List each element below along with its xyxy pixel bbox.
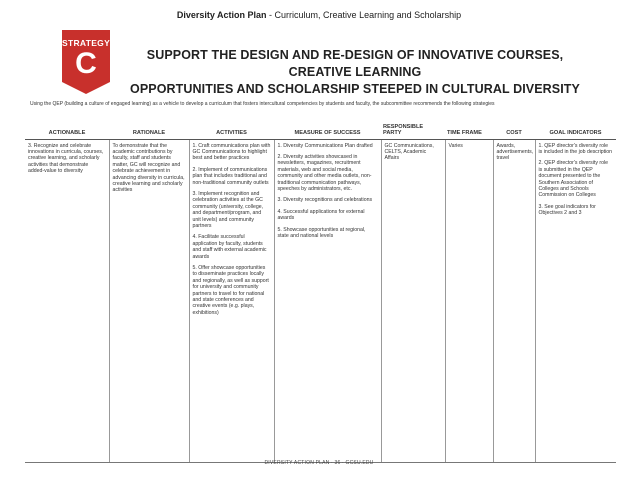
goal-item: 1. QEP director's diversity role is included in the job description (538, 142, 613, 155)
col-header-party: RESPONSIBLE PARTY (381, 122, 445, 139)
action-table (25, 122, 616, 463)
cell-goal (535, 139, 616, 462)
cell-rationale: To demonstrate that the academic contributions by faculty, staff and students matter, GC will recognize and celebrate achievement in advancing diversity in curricula, creative learning and scholarly activities (109, 139, 189, 462)
table-header-row (25, 122, 616, 139)
measure-item: 1. Diversity Communications Plan drafted (277, 142, 373, 149)
badge-word: STRATEGY (62, 38, 111, 48)
measure-item: 2. Diversity activities showcased in newsletters, magazines, recruitment materials, web and social media, community and other media outlets, non-traditional communication pathways, speeches by administrators, etc. (277, 153, 372, 192)
activity-item: 1. Craft communications plan with GC Communications to highlight best and better practices (192, 142, 271, 162)
activity-item: 4. Facilitate successful application by faculty, students and staff with external academic awards (192, 234, 267, 260)
measure-item: 5. Showcase opportunities at regional, state and national levels (277, 226, 366, 239)
cell-activities (189, 139, 274, 462)
col-header-cost: COST (493, 122, 535, 139)
measure-item: 3. Diversity recognitions and celebrations (277, 197, 373, 204)
strategy-title-line-1: SUPPORT THE DESIGN AND RE-DESIGN OF INNOVATIVE COURSES, CREATIVE LEARNING (146, 48, 564, 79)
measure-item: 4. Successful applications for external awards (277, 208, 365, 222)
cell-cost: Awards, advertisements, travel (493, 139, 535, 462)
page-footer: DIVERSITY ACTION PLAN · 36 · GCSU.EDU (264, 460, 374, 466)
activity-item: 3. Implement recognition and celebration activities at the GC community (university, college, and department/program, and unit levels) and community partners (192, 190, 264, 229)
badge-letter: C (75, 47, 97, 80)
strategy-title-line-2: OPPORTUNITIES AND SCHOLARSHIP STEEPED IN CULTURAL DIVERSITY (130, 82, 580, 96)
cell-actionable: 3. Recognize and celebrate innovations in curricula, courses, creative learning, and scholarly activities that demonstrate added-value to diversity (25, 139, 109, 462)
goal-item: 2. QEP director's diversity role is submitted in the QEP document presented to the Southern Association of Colleges and Schools Commission on Colleges (538, 160, 609, 199)
strategy-title (120, 47, 590, 98)
plan-subtitle: - Curriculum, Creative Learning and Scholarship (266, 10, 462, 20)
col-header-timeframe: TIME FRAME (445, 122, 493, 139)
table-row (25, 139, 616, 462)
col-header-measure: MEASURE OF SUCCESS (274, 122, 381, 139)
activity-item: 2. Implement of communications plan that includes traditional and non-traditional community outlets (192, 166, 269, 186)
page-header (0, 10, 638, 20)
cell-measure (274, 139, 381, 462)
plan-title: Diversity Action Plan (176, 10, 267, 20)
col-header-actionable: ACTIONABLE (25, 122, 109, 139)
cell-timeframe: Varies (445, 139, 493, 462)
strategy-badge (62, 30, 110, 94)
goal-item: 3. See goal indicators for Objectives 2 and 3 (538, 203, 596, 217)
intro-text: Using the QEP (building a culture of engaged learning) as a vehicle to develop a curriculum that fosters intercultural competencies by students and faculty, the subcommittee recommends the following strategies (30, 101, 495, 107)
col-header-goal: GOAL INDICATORS (535, 122, 616, 139)
cell-party: GC Communications, CELTS, Academic Affairs (381, 139, 445, 462)
col-header-activities: ACTIVITIES (189, 122, 274, 139)
activity-item: 5. Offer showcase opportunities to disseminate practices locally and regionally, as well as support for university and community partners to travel to for national and state conferences and creative events (e.g. plays, exhibitions) (192, 265, 269, 316)
col-header-rationale: RATIONALE (109, 122, 189, 139)
